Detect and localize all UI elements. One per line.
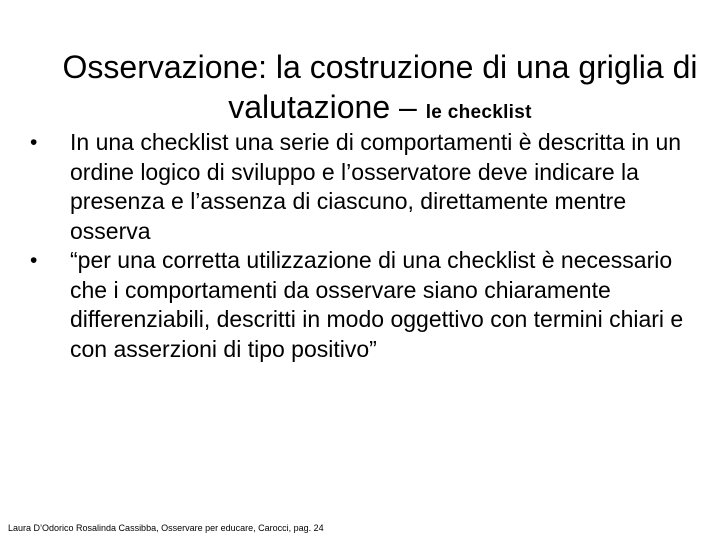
slide-title-subtitle: le checklist xyxy=(425,102,532,124)
slide-title-main: Osservazione: la costruzione di una griglia di valutazione – xyxy=(62,49,698,126)
bullet-item xyxy=(30,128,690,246)
bullet-text: “per una corretta utilizzazione di una checklist è necessario che i comportamenti da osservare siano chiaramente differenziabili, descritti in modo oggettivo con termini chiari e con asserzioni di tipo positivo” xyxy=(70,247,684,362)
bullet-text: In una checklist una serie di comportamenti è descritta in un ordine logico di sviluppo e l’osservatore deve indicare la presenza e l’assenza di ciascuno, direttamente mentre osserva xyxy=(70,129,682,244)
bullet-item xyxy=(30,246,690,364)
bullet-list xyxy=(30,128,690,364)
bullet-dot-icon: • xyxy=(30,249,38,272)
slide-title xyxy=(40,47,720,133)
bullet-dot-icon: • xyxy=(30,131,38,154)
source-citation: Laura D’Odorico Rosalinda Cassibba, Osservare per educare, Carocci, pag. 24 xyxy=(8,523,324,533)
